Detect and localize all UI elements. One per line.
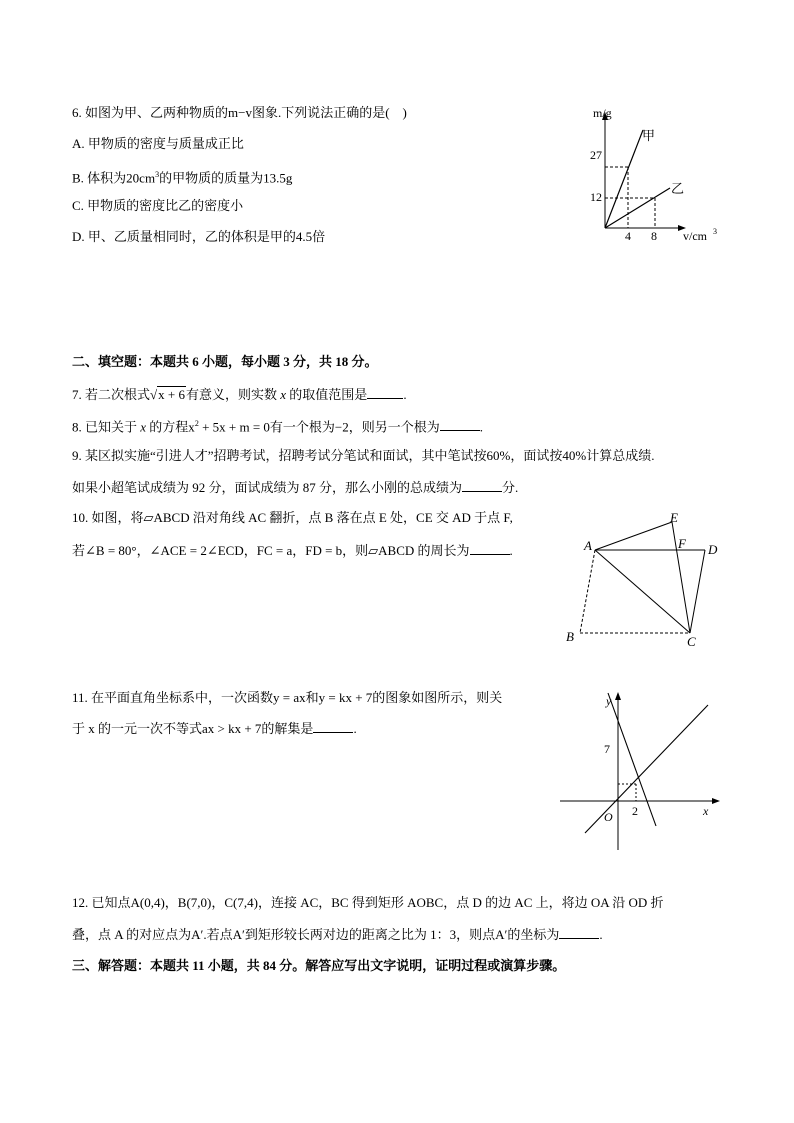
q10-label-c: C	[687, 634, 696, 649]
q8-sup: 2	[194, 419, 199, 428]
q9-line2	[72, 479, 518, 496]
q6-option-a: A. 甲物质的密度与质量成正比	[72, 136, 244, 151]
q8-var: x	[140, 419, 147, 435]
q8-mid: 的方程x	[146, 419, 195, 435]
q10-label-e: E	[670, 510, 678, 525]
q6-option-b	[72, 167, 292, 186]
q8-end: .	[479, 419, 484, 435]
q10-line2-post: .	[509, 543, 513, 558]
q7-var: x	[280, 387, 287, 402]
q11-line2-pre: 于 x 的一元一次不等式ax > kx + 7的解集是	[72, 721, 314, 736]
q10-line1: 10. 如图，将▱ABCD 沿对角线 AC 翻折，点 B 落在点 E 处，CE 交 AD 于点 F,	[72, 510, 513, 525]
q7-post: 有意义，则实数	[186, 387, 281, 402]
q6-option-b-post: 的甲物质的质量为13.5g	[159, 170, 293, 186]
q6-xlabel-sup: 3	[713, 227, 717, 236]
q6-tick-12: 12	[590, 190, 602, 204]
q10-parallelogram-figure	[560, 508, 730, 653]
q11-line2-post: .	[353, 721, 357, 736]
sqrt-icon: √	[150, 387, 158, 402]
q8	[72, 416, 483, 435]
q11-label-2: 2	[632, 804, 638, 818]
q12-line2-pre: 叠，点 A 的对应点为A′.若点A′到矩形较长两对边的距离之比为 1：3，则点A′的坐标为	[72, 927, 560, 942]
q10-side-dc	[690, 550, 705, 633]
q11-label-7: 7	[604, 742, 610, 756]
q11-line1: 11. 在平面直角坐标系中，一次函数y = ax和y = kx + 7的图象如图所示，则关	[72, 690, 503, 705]
q11-label-x: x	[703, 804, 709, 818]
q6-label-jia: 甲	[642, 128, 656, 143]
q10-line2	[72, 542, 513, 559]
q10-diagonal-ac	[595, 550, 690, 633]
q6-line-jia	[605, 130, 643, 228]
q8-mid2: + 5x + m = 0有一个根为−2，则另一个根为	[198, 419, 440, 435]
section-2-heading: 二、填空题：本题共 6 小题，每小题 3 分，共 18 分。	[72, 354, 378, 369]
q10-answer-blank[interactable]	[470, 542, 510, 555]
q6-tick-4: 4	[625, 229, 631, 243]
q8-answer-blank[interactable]	[440, 418, 480, 431]
q6-line-yi	[605, 188, 670, 228]
q6-tick-8: 8	[651, 229, 657, 243]
q11-label-y: y	[606, 694, 612, 708]
q10-label-f: F	[678, 536, 686, 551]
q12-line2-post: .	[599, 927, 603, 942]
q8-pre: 8. 已知关于	[72, 419, 141, 435]
q11-y-arrow	[615, 692, 621, 700]
q7-post2: 的取值范围是	[286, 387, 368, 402]
q7-radicand: x + 6	[158, 387, 185, 402]
q9-answer-blank[interactable]	[462, 479, 502, 492]
q11-answer-blank[interactable]	[313, 720, 353, 733]
q7	[72, 386, 407, 403]
q6-ylabel: m/g	[593, 106, 612, 120]
q6-label-yi: 乙	[671, 181, 685, 196]
q7-answer-blank[interactable]	[367, 386, 403, 399]
q6-stem: 6. 如图为甲、乙两种物质的m−v图象.下列说法正确的是( )	[72, 105, 407, 120]
q6-option-c: C. 甲物质的密度比乙的密度小	[72, 198, 244, 213]
q7-pre: 7. 若二次根式	[72, 387, 151, 402]
q11-x-arrow	[712, 798, 720, 804]
q6-option-d: D. 甲、乙质量相同时，乙的体积是甲的4.5倍	[72, 229, 326, 244]
q10-label-a: A	[584, 538, 592, 553]
q9-line2-pre: 如果小超笔试成绩为 92 分，面试成绩为 87 分，那么小刚的总成绩为	[72, 480, 463, 495]
q11-line2	[72, 720, 357, 737]
q12-line1: 12. 已知点A(0,4)，B(7,0)，C(7,4)，连接 AC，BC 得到矩形 AOBC，点 D 的边 AC 上，将边 OA 沿 OD 折	[72, 895, 664, 910]
q7-end: .	[403, 387, 407, 402]
q9-line1: 9. 某区拟实施“引进人才”招聘考试，招聘考试分笔试和面试，其中笔试按60%，面试按40%计算总成绩.	[72, 448, 655, 463]
q10-label-d: D	[708, 542, 718, 557]
q6-mv-graph	[580, 100, 730, 250]
q10-line2-pre: 若∠B = 80°，∠ACE = 2∠ECD，FC = a，FD = b，则▱ABCD 的周长为	[72, 543, 470, 558]
q6-option-b-pre: B. 体积为20cm	[72, 170, 156, 186]
q6-option-b-sup: 3	[155, 170, 160, 179]
q10-label-b: B	[566, 629, 574, 644]
q11-label-o: O	[604, 810, 613, 824]
q12-answer-blank[interactable]	[559, 926, 599, 939]
q6-tick-27: 27	[590, 148, 602, 162]
q11-coordinate-figure	[560, 688, 730, 853]
q12-line2	[72, 926, 603, 943]
q9-line2-post: 分.	[502, 480, 519, 495]
q6-xlabel: v/cm	[683, 229, 707, 243]
q10-dash-ab	[580, 550, 595, 633]
q10-side-ae	[595, 522, 672, 550]
section-3-heading: 三、解答题：本题共 11 小题，共 84 分。解答应写出文字说明，证明过程或演算步骤。	[72, 958, 566, 973]
